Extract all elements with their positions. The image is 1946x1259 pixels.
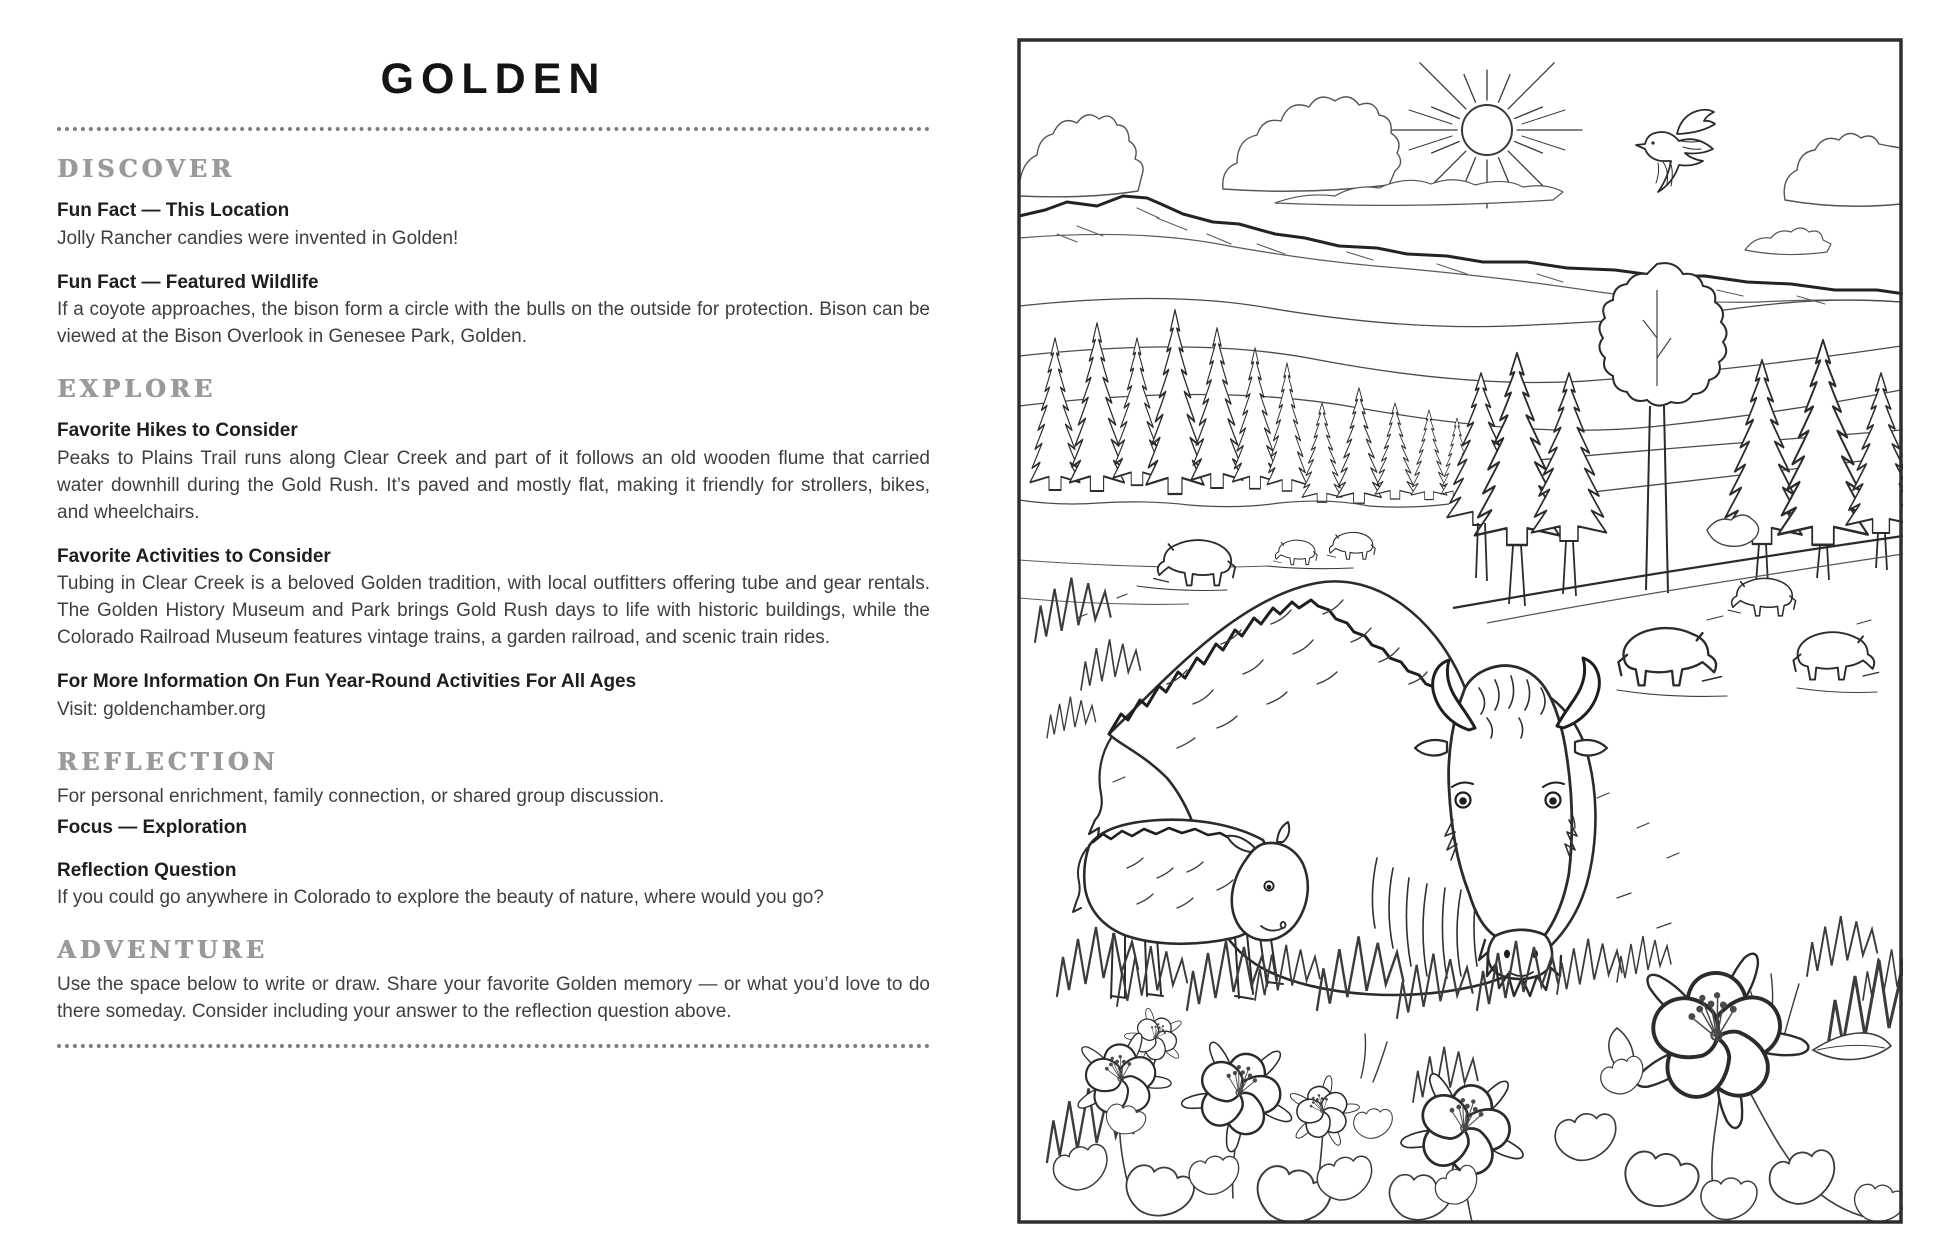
reflection-focus: Focus — Exploration [57, 816, 248, 838]
coloring-page-illustration [1017, 38, 1903, 1224]
reflection-intro: For personal enrichment, family connection, or shared group discussion. [57, 785, 665, 807]
fun-fact-location-body: Jolly Rancher candies were invented in Golden! [57, 227, 459, 249]
section-header-adventure: ADVENTURE [57, 935, 268, 965]
reflection-question: If you could go anywhere in Colorado to explore the beauty of nature, where would you go? [57, 887, 824, 909]
section-reflection [57, 746, 930, 912]
bird [1636, 110, 1715, 192]
info-panel [57, 38, 930, 1048]
reflection-question-heading: Reflection Question [57, 859, 237, 881]
spruce-forest-left [1019, 310, 1473, 604]
fun-fact-wildlife-heading: Fun Fact — Featured Wildlife [57, 271, 319, 293]
tall-pines-right [1447, 263, 1903, 623]
clouds [1019, 97, 1901, 255]
more-info-heading: For More Information On Fun Year-Round Activities For All Ages [57, 671, 637, 693]
favorite-hikes-heading: Favorite Hikes to Consider [57, 420, 298, 442]
fun-fact-wildlife-body: If a coyote approaches, the bison form a circle with the bulls on the outside for protection. Bison can be viewed at the Bison Overlook in Genesee Park, Golden. [57, 299, 930, 348]
dotted-divider-bottom [57, 1044, 930, 1048]
section-adventure [57, 935, 930, 1026]
section-header-explore: EXPLORE [57, 374, 216, 404]
coloring-page [1017, 38, 1903, 1224]
dotted-divider-top [57, 127, 930, 131]
section-header-discover: DISCOVER [57, 154, 235, 183]
favorite-activities-heading: Favorite Activities to Consider [57, 545, 331, 567]
fun-fact-location-heading: Fun Fact — This Location [57, 200, 290, 221]
favorite-hikes-body: Peaks to Plains Trail runs along Clear Creek and part of it follows an old wooden flume that carried water downhill during the Gold Rush. It’s paved and mostly flat, making it friendly for strollers, bikes, and wheelchairs. [57, 447, 930, 523]
adventure-body: Use the space below to write or draw. Share your favorite Golden memory — or what you’d love to do there someday. Consider including your answer to the reflection question above. [57, 974, 930, 1023]
section-header-reflection: REFLECTION [57, 746, 279, 776]
page-title: GOLDEN [380, 55, 607, 103]
section-explore [57, 374, 930, 724]
more-info-body: Visit: goldenchamber.org [57, 698, 266, 720]
section-discover [57, 154, 930, 351]
favorite-activities-body: Tubing in Clear Creek is a beloved Golden tradition, with local outfitters offering tube and gear rentals. The Golden History Museum and Park brings Gold Rush days to life with historic buildings, while the Colorado Railroad Museum features vintage trains, a garden railroad, and scenic train rides. [57, 573, 930, 649]
